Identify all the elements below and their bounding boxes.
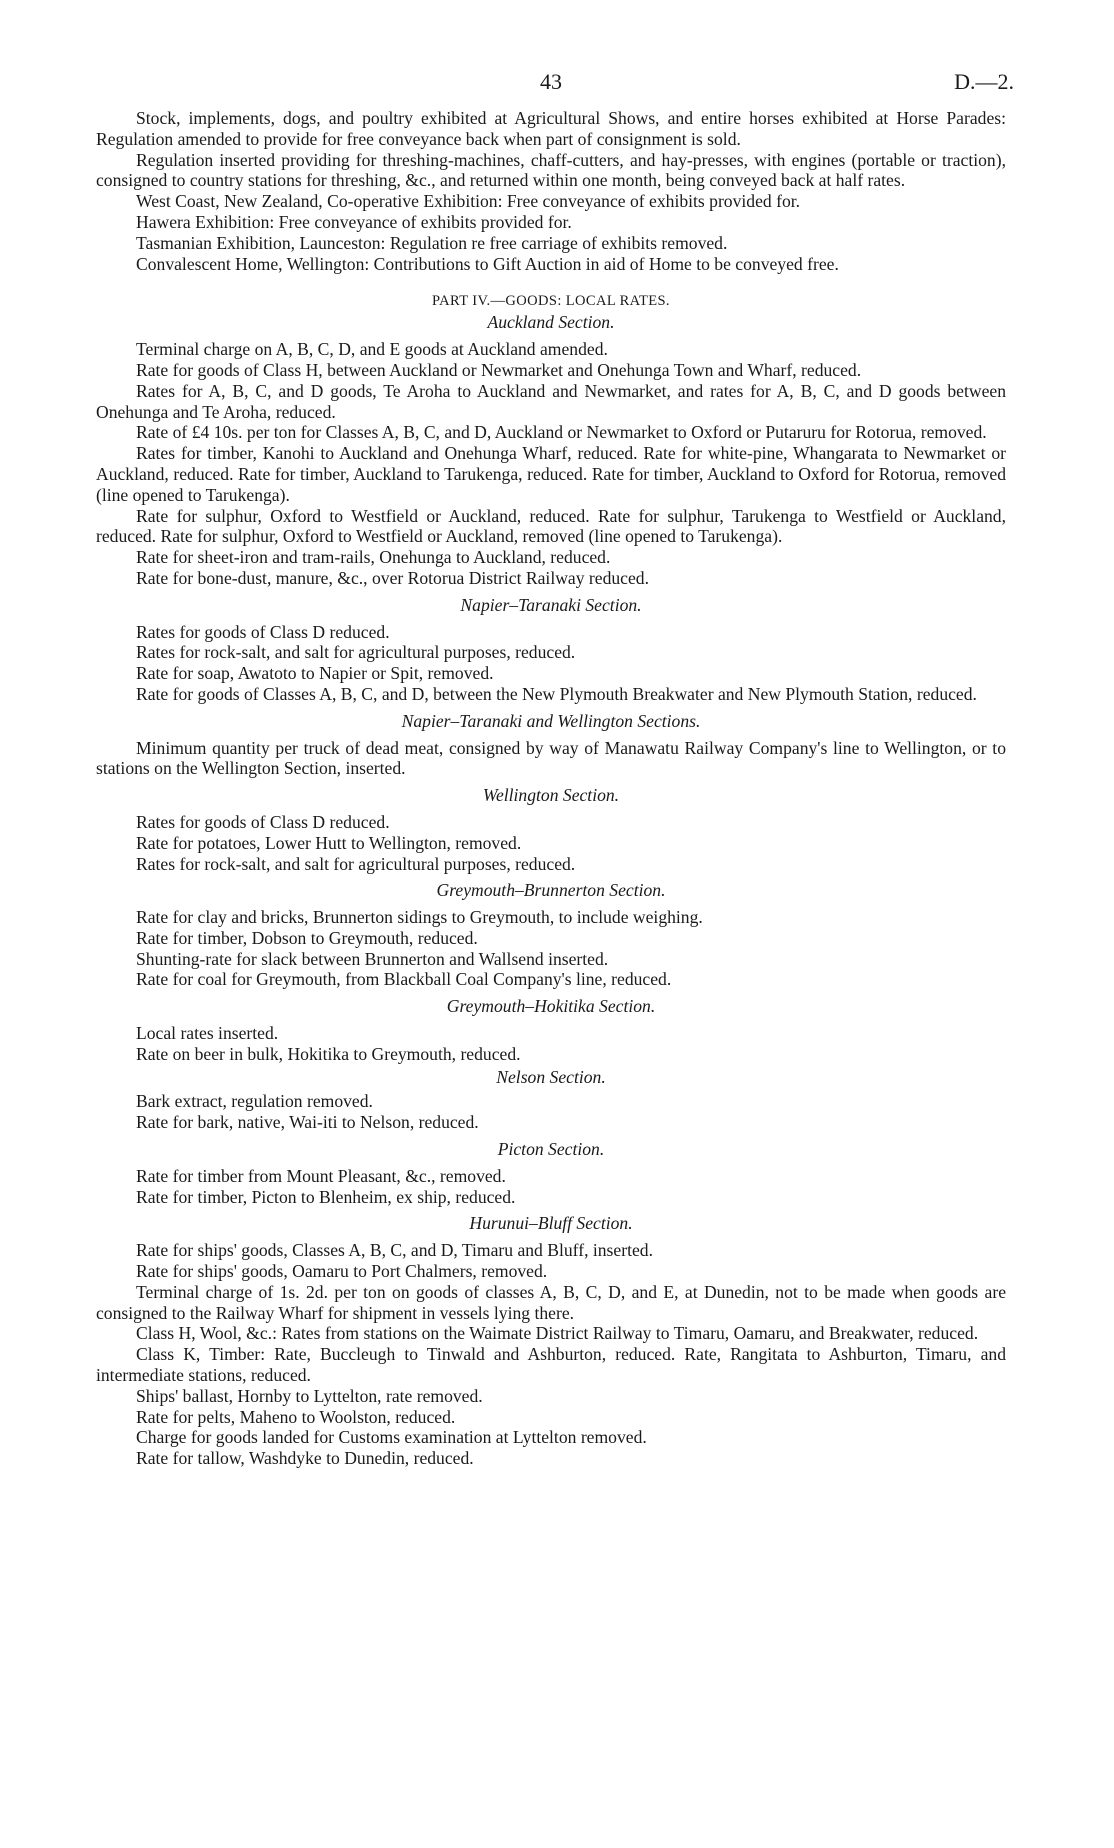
section-picton <box>96 1139 1006 1207</box>
paragraph: Ships' ballast, Hornby to Lyttelton, rate removed. <box>136 1385 483 1406</box>
section-napier-taranaki-wellington <box>96 711 1006 779</box>
section-heading: Auckland Section. <box>487 312 615 333</box>
paragraph: Rates for goods of Class D reduced. <box>136 621 390 642</box>
section-heading: Greymouth–Hokitika Section. <box>446 996 656 1017</box>
page-number: 43 <box>540 69 562 94</box>
part-heading: PART IV.—GOODS: LOCAL RATES. <box>432 293 670 310</box>
section-greymouth-brunnerton <box>96 880 1006 990</box>
page-header <box>96 69 1014 108</box>
intro-block <box>96 108 1006 274</box>
paragraph: West Coast, New Zealand, Co-operative Exhibition: Free conveyance of exhibits provided for. <box>136 191 801 212</box>
paragraph: Local rates inserted. <box>136 1023 279 1044</box>
paragraph: Rates for A, B, C, and D goods, Te Aroha to Auckland and Newmarket, and rates for A, B, C, and D goods between Onehunga and Te Aroha, reduced. <box>96 380 1006 422</box>
paragraph: Rate for coal for Greymouth, from Blackball Coal Company's line, reduced. <box>136 969 672 990</box>
paragraph: Bark extract, regulation removed. <box>136 1091 373 1112</box>
paragraph: Rate for pelts, Maheno to Woolston, reduced. <box>136 1406 456 1427</box>
document-reference: D.—2. <box>954 69 1014 94</box>
paragraph: Stock, implements, dogs, and poultry exhibited at Agricultural Shows, and entire horses exhibited at Horse Parades: Regulation amended to provide for free conveyance back when part of consignment is sold. <box>96 108 1006 149</box>
paragraph: Rate for clay and bricks, Brunnerton sidings to Greymouth, to include weighing. <box>136 907 703 928</box>
paragraph: Terminal charge of 1s. 2d. per ton on goods of classes A, B, C, D, and E, at Dunedin, not to be made when goods are consigned to the Railway Wharf for shipment in vessels lying there. <box>96 1281 1006 1323</box>
paragraph: Rate for goods of Classes A, B, C, and D, between the New Plymouth Breakwater and New Plymouth Station, reduced. <box>136 683 977 704</box>
paragraph: Rate for timber, Picton to Blenheim, ex ship, reduced. <box>136 1186 516 1207</box>
paragraph: Rates for rock-salt, and salt for agricultural purposes, reduced. <box>136 642 576 663</box>
section-hurunui-bluff <box>96 1213 1006 1469</box>
paragraph: Rates for goods of Class D reduced. <box>136 811 390 832</box>
paragraph: Rate of £4 10s. per ton for Classes A, B, C, and D, Auckland or Newmarket to Oxford or Putaruru for Rotorua, removed. <box>136 422 987 443</box>
paragraph: Shunting-rate for slack between Brunnerton and Wallsend inserted. <box>136 948 609 969</box>
paragraph: Rate for potatoes, Lower Hutt to Wellington, removed. <box>136 832 522 853</box>
paragraph: Regulation inserted providing for threshing-machines, chaff-cutters, and hay-presses, with engines (portable or traction), consigned to country stations for threshing, &c., and returned within one month, being conveyed back at half rates. <box>96 149 1006 191</box>
paragraph: Rate for bark, native, Wai-iti to Nelson, reduced. <box>136 1112 479 1133</box>
paragraph: Rate for bone-dust, manure, &c., over Rotorua District Railway reduced. <box>136 567 649 588</box>
paragraph: Terminal charge on A, B, C, D, and E goods at Auckland amended. <box>136 339 608 360</box>
section-heading: Nelson Section. <box>496 1066 606 1087</box>
paragraph: Rate for timber, Dobson to Greymouth, reduced. <box>136 927 478 948</box>
section-napier-taranaki <box>96 595 1006 705</box>
section-wellington <box>96 785 1006 874</box>
document-page <box>96 69 1014 1471</box>
section-heading: Picton Section. <box>497 1139 605 1160</box>
paragraph: Rate on beer in bulk, Hokitika to Greymouth, reduced. <box>136 1043 521 1064</box>
section-auckland <box>96 312 1006 588</box>
paragraph: Rate for tallow, Washdyke to Dunedin, reduced. <box>136 1448 474 1469</box>
section-nelson <box>96 1067 1006 1133</box>
paragraph: Rates for rock-salt, and salt for agricultural purposes, reduced. <box>136 853 576 874</box>
paragraph: Charge for goods landed for Customs examination at Lyttelton removed. <box>136 1427 647 1448</box>
paragraph: Tasmanian Exhibition, Launceston: Regulation re free carriage of exhibits removed. <box>136 232 728 253</box>
paragraph: Rate for goods of Class H, between Auckland or Newmarket and Onehunga Town and Wharf, reduced. <box>136 359 862 380</box>
section-heading: Wellington Section. <box>482 785 620 806</box>
paragraph: Convalescent Home, Wellington: Contributions to Gift Auction in aid of Home to be conveyed free. <box>136 253 839 274</box>
paragraph: Rate for sulphur, Oxford to Westfield or Auckland, reduced. Rate for sulphur, Tarukenga to Westfield or Auckland, reduced. Rate for sulphur, Oxford to Westfield or Auckland, removed (line opened to Tarukenga). <box>96 505 1006 547</box>
section-greymouth-hokitika <box>96 996 1006 1064</box>
paragraph: Rate for timber from Mount Pleasant, &c., removed. <box>136 1165 506 1186</box>
paragraph: Rate for soap, Awatoto to Napier or Spit, removed. <box>136 663 494 684</box>
section-heading: Napier–Taranaki Section. <box>460 594 642 615</box>
paragraph: Class K, Timber: Rate, Buccleugh to Tinwald and Ashburton, reduced. Rate, Rangitata to Ashburton, Timaru, and intermediate stations, reduced. <box>96 1344 1006 1386</box>
paragraph: Rates for timber, Kanohi to Auckland and Onehunga Wharf, reduced. Rate for white-pine, Whangarata to Newmarket or Auckland, reduced. Rate for timber, Auckland to Tarukenga, reduced. Rate for timber, Auckland to Oxford for Rotorua, removed (line opened to Tarukenga). <box>96 443 1006 505</box>
paragraph: Class H, Wool, &c.: Rates from stations on the Waimate District Railway to Timaru, Oamaru, and Breakwater, reduced. <box>136 1323 979 1344</box>
paragraph: Minimum quantity per truck of dead meat, consigned by way of Manawatu Railway Company's line to Wellington, or to stations on the Wellington Section, inserted. <box>96 737 1006 779</box>
paragraph: Rate for ships' goods, Classes A, B, C, and D, Timaru and Bluff, inserted. <box>136 1240 653 1261</box>
section-heading: Hurunui–Bluff Section. <box>469 1213 633 1234</box>
paragraph: Hawera Exhibition: Free conveyance of exhibits provided for. <box>136 211 572 232</box>
section-heading: Greymouth–Brunnerton Section. <box>436 880 666 901</box>
section-heading: Napier–Taranaki and Wellington Sections. <box>401 710 701 731</box>
paragraph: Rate for ships' goods, Oamaru to Port Chalmers, removed. <box>136 1261 548 1282</box>
paragraph: Rate for sheet-iron and tram-rails, Onehunga to Auckland, reduced. <box>136 547 611 568</box>
